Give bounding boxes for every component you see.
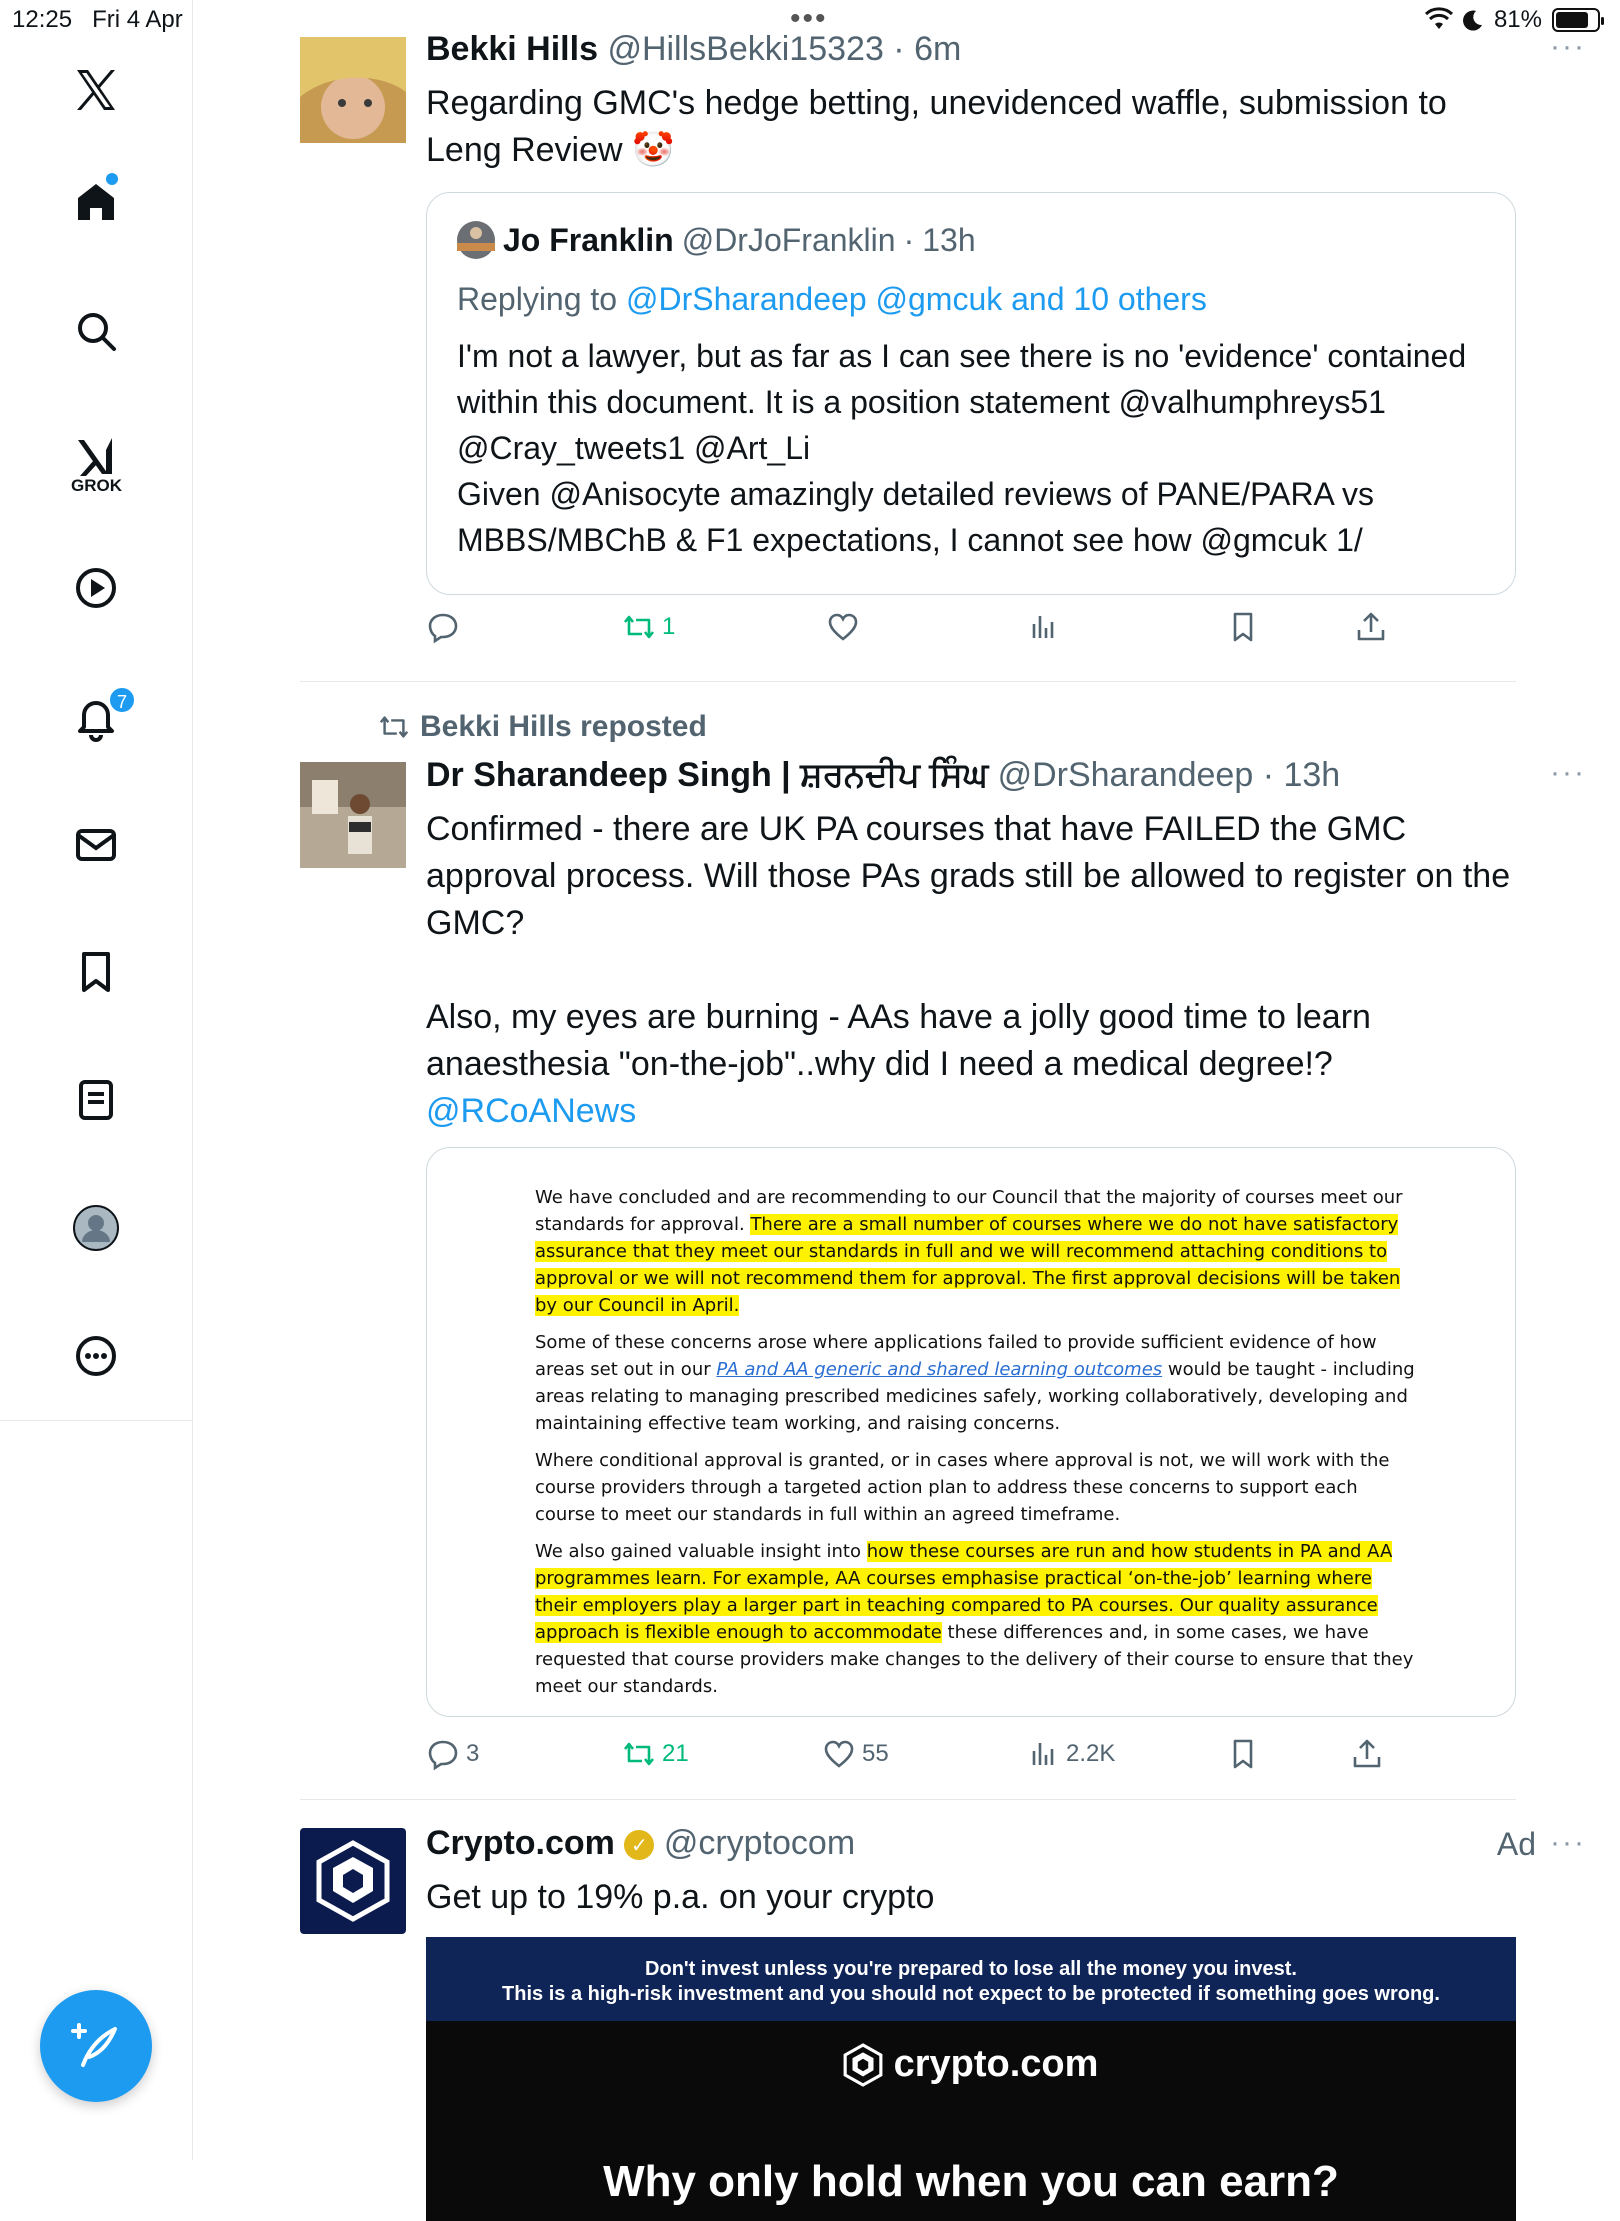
- views-button[interactable]: [1026, 610, 1066, 644]
- post-header: Bekki Hills @HillsBekki15323 · 6m: [426, 30, 962, 68]
- crypto-com-logo-icon: [844, 2044, 882, 2086]
- sidebar-item-lists[interactable]: [56, 1060, 136, 1140]
- author-handle[interactable]: @HillsBekki15323: [607, 30, 884, 68]
- heart-icon: [826, 610, 860, 644]
- sidebar-item-bookmarks[interactable]: [56, 932, 136, 1012]
- verified-badge-icon: ✓: [624, 1830, 654, 1860]
- repost-button[interactable]: [622, 610, 675, 644]
- bookmark-icon: [1226, 1737, 1260, 1771]
- mention-link[interactable]: @RCoANews: [426, 1092, 637, 1130]
- repost-button[interactable]: [622, 1737, 689, 1771]
- reply-button[interactable]: [426, 1737, 479, 1771]
- quoted-post[interactable]: [426, 192, 1516, 595]
- repost-count: 1: [662, 613, 676, 640]
- compose-button[interactable]: [40, 1990, 152, 2102]
- bookmark-icon: [72, 948, 120, 996]
- home-unread-dot: [106, 173, 118, 185]
- more-options-icon[interactable]: ···: [1550, 30, 1586, 63]
- views-icon: [1026, 610, 1060, 644]
- post-actions: [426, 1737, 1516, 1787]
- multitasking-dots-icon[interactable]: •••: [790, 2, 828, 35]
- reply-button[interactable]: [426, 610, 466, 644]
- grok-icon: [72, 432, 120, 480]
- document-text: We have concluded and are recommending to our Council that the majority of courses meet our standards for approval. There are a small number of courses where we do not have satisfactory assurance that they meet our standards in full and we will recommend attaching conditions to approval or we will not recommend them for approval. The first approval decisions will be taken by our Council in April. Some of these concerns arose where applications failed to provide sufficient evidence of how areas set out in our PA and AA generic and shared learning outcomes would be taught - including areas relating to managing prescribed medicines safely, working collaboratively, developing and maintaining effective team working, and raising concerns. Where conditional approval is granted, or in cases where approval is not, we will work with the course providers through a targeted action plan to address these concerns to support each course to meet our standards in full within an agreed timeframe. We also gained valuable insight into how these courses are run and how students in PA and AA programmes learn. For example, AA courses emphasise practical ‘on-the-job’ learning where their employers play a larger part in teaching compared to PA courses. Our quality assurance approach is flexible enough to accommodate these differences and, in some cases, we have requested that course providers make changes to the delivery of their course to ensure that they meet our standards.: [535, 1187, 1415, 1697]
- views-button[interactable]: [1026, 1737, 1115, 1771]
- post-time: 6m: [914, 30, 962, 68]
- replying-to: Replying to @DrSharandeep @gmcuk and 10 others: [457, 281, 1207, 317]
- sidebar-item-video[interactable]: [56, 548, 136, 628]
- views-icon: [1026, 1737, 1060, 1771]
- quoted-post-text: I'm not a lawyer, but as far as I can see there is no 'evidence' contained within this document. It is a position statement @valhumphreys51 @Cray_tweets1 @Art_Li Given @Anisocyte amazingly detailed reviews of PANE/PARA vs MBBS/MBChB & F1 expectations, I cannot see how @gmcuk 1/: [457, 338, 1467, 558]
- repost-icon: [622, 610, 656, 644]
- like-button[interactable]: [826, 610, 866, 644]
- timeline-feed: [194, 0, 1620, 2206]
- like-count: 55: [862, 1740, 889, 1767]
- post-text: Regarding GMC's hedge betting, unevidenced waffle, submission to Leng Review 🤡: [426, 84, 1447, 169]
- clown-emoji: 🤡: [632, 131, 675, 169]
- notifications-badge: 7: [108, 686, 136, 714]
- repost-icon: [378, 711, 410, 743]
- status-time: 12:25 Fri 4 Apr: [12, 6, 183, 33]
- sidebar-divider: [0, 1420, 193, 1421]
- bookmark-button[interactable]: [1226, 1737, 1260, 1771]
- replying-to-link[interactable]: @DrSharandeep @gmcuk and 10 others: [625, 281, 1207, 317]
- ad-label: Ad ···: [1496, 1826, 1586, 1862]
- quoted-author-name[interactable]: Jo Franklin: [503, 221, 674, 258]
- post-text: Get up to 19% p.a. on your crypto: [426, 1878, 935, 1916]
- avatar[interactable]: [300, 1828, 406, 1934]
- list-icon: [72, 1076, 120, 1124]
- sidebar-item-profile[interactable]: [56, 1188, 136, 1268]
- post-text: Confirmed - there are UK PA courses that have FAILED the GMC approval process. Will those PAs grads still be allowed to register on the GMC? Also, my eyes are burning - AAs have a jolly good time to learn anaesthesia "on-the-job"..why did I need a medical degree!? @RCoANews: [426, 806, 1516, 1135]
- learning-outcomes-link: PA and AA generic and shared learning outcomes: [716, 1359, 1163, 1380]
- attached-image-document[interactable]: [426, 1147, 1516, 1717]
- ad-headline: Why only hold when you can earn?: [603, 2157, 1339, 2206]
- post-divider: [300, 1799, 1516, 1800]
- ad-brand: crypto.com: [426, 2043, 1516, 2086]
- battery-percent: 81%: [1493, 6, 1542, 33]
- like-button[interactable]: [822, 1737, 889, 1771]
- sidebar-item-more[interactable]: [56, 1316, 136, 1396]
- play-icon: [72, 564, 120, 612]
- sidebar-item-home[interactable]: [56, 162, 136, 242]
- avatar[interactable]: [300, 762, 406, 868]
- reply-icon: [426, 610, 460, 644]
- post-header: [426, 1824, 855, 1863]
- author-name[interactable]: Dr Sharandeep Singh | ਸ਼ਰਨਦੀਪ ਸਿੰਘ: [426, 756, 989, 794]
- post-time: 13h: [1283, 756, 1341, 794]
- avatar-icon: [72, 1204, 120, 1252]
- share-button[interactable]: [1354, 610, 1388, 644]
- quoted-author-handle[interactable]: @DrJoFranklin: [681, 221, 896, 258]
- more-options-icon[interactable]: ···: [1550, 756, 1586, 789]
- ad-card[interactable]: [426, 1937, 1516, 2221]
- quoted-post-time: 13h: [922, 221, 976, 258]
- repost-count: 21: [662, 1740, 689, 1767]
- share-icon: [1354, 610, 1388, 644]
- author-name[interactable]: Crypto.com: [426, 1824, 615, 1862]
- sidebar: [0, 0, 193, 2160]
- home-icon: [72, 178, 120, 226]
- crypto-com-logo-icon: [317, 1841, 389, 1921]
- view-count: 2.2K: [1066, 1740, 1116, 1767]
- ad-banner: [426, 2021, 1516, 2221]
- sidebar-item-messages[interactable]: [56, 805, 136, 885]
- more-circle-icon: [72, 1332, 120, 1380]
- search-icon: [72, 307, 120, 355]
- post-actions: [426, 610, 1516, 660]
- x-logo-icon[interactable]: [56, 50, 136, 130]
- heart-icon: [822, 1737, 856, 1771]
- quoted-avatar[interactable]: [457, 221, 495, 259]
- author-handle[interactable]: @DrSharandeep: [997, 756, 1254, 794]
- repost-icon: [622, 1737, 656, 1771]
- quoted-post-header: Jo Franklin @DrJoFranklin · 13h: [457, 221, 976, 259]
- bookmark-icon: [1226, 610, 1260, 644]
- author-handle[interactable]: @cryptocom: [663, 1824, 856, 1862]
- sidebar-item-explore[interactable]: [56, 291, 136, 371]
- post-header: Dr Sharandeep Singh | ਸ਼ਰਨਦੀਪ ਸਿੰਘ @DrSharandeep · 13h: [426, 756, 1341, 794]
- post-divider: [300, 681, 1516, 682]
- reposted-by: Bekki Hills reposted: [378, 710, 707, 744]
- reply-count: 3: [466, 1740, 480, 1767]
- risk-warning: Don't invest unless you're prepared to lose all the money you invest. This is a high-risk investment and you should not expect to be protected if something goes wrong.: [426, 1937, 1516, 2021]
- author-name[interactable]: Bekki Hills: [426, 30, 598, 68]
- share-button[interactable]: [1350, 1737, 1384, 1771]
- grok-label: GROK: [71, 476, 122, 495]
- more-options-icon[interactable]: ···: [1550, 1826, 1586, 1859]
- reply-icon: [426, 1737, 460, 1771]
- compose-icon: [69, 2019, 123, 2073]
- avatar[interactable]: [300, 37, 406, 143]
- share-icon: [1350, 1737, 1384, 1771]
- bookmark-button[interactable]: [1226, 610, 1260, 644]
- mail-icon: [72, 821, 120, 869]
